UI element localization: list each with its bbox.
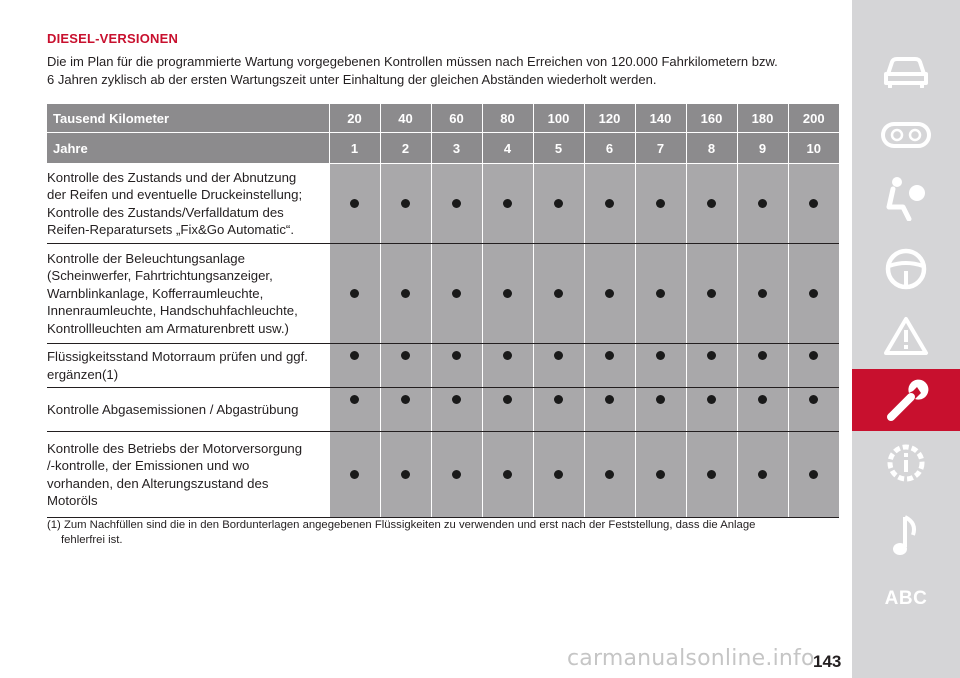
chapter-sidebar: [852, 0, 960, 678]
check-required-bullet: [554, 470, 563, 479]
wrench-icon: [883, 377, 929, 423]
check-required-bullet: [809, 470, 818, 479]
interval-cell: [329, 344, 380, 388]
page-number: 143: [813, 652, 842, 671]
years-header-row: [47, 133, 839, 164]
check-required-bullet: [758, 470, 767, 479]
check-required-bullet: [554, 289, 563, 298]
check-description-line: Kontrollleuchten am Armaturenbrett usw.): [47, 320, 289, 336]
check-description-line: Kontrolle des Betriebs der Motorversorgung: [47, 440, 303, 456]
check-required-bullet: [350, 395, 359, 404]
interval-cell: [737, 164, 788, 244]
warning-triangle-icon: [883, 316, 929, 356]
km-value: 40: [380, 104, 431, 133]
interval-cell: [635, 432, 686, 518]
check-required-bullet: [503, 351, 512, 360]
check-description-line: Motoröls: [47, 493, 98, 508]
check-required-bullet: [350, 199, 359, 208]
check-description: [47, 432, 329, 518]
check-required-bullet: [503, 470, 512, 479]
check-required-bullet: [554, 351, 563, 360]
interval-cell: [686, 164, 737, 244]
interval-cell: [635, 388, 686, 432]
abc-label: ABC: [884, 588, 928, 609]
interval-cell: [380, 344, 431, 388]
sidebar-item-maintenance[interactable]: [852, 369, 960, 431]
interval-cell: [482, 164, 533, 244]
sidebar-item-index[interactable]: [852, 568, 960, 630]
check-description-line: Warnblinkanlage, Kofferraumleuchte,: [47, 285, 264, 301]
table-row: [47, 388, 839, 432]
km-value: 140: [635, 104, 686, 133]
check-required-bullet: [707, 470, 716, 479]
check-description: [47, 388, 329, 432]
check-description-line: der Reifen und eventuelle Druckeinstellung;: [47, 187, 303, 202]
interval-cell: [737, 244, 788, 344]
interval-cell: [737, 388, 788, 432]
check-required-bullet: [656, 289, 665, 298]
interval-cell: [482, 244, 533, 344]
dashboard-gauge-icon: [881, 120, 931, 150]
check-required-bullet: [605, 470, 614, 479]
check-description-line: Reifen-Reparatursets „Fix&Go Automatic“.: [47, 222, 294, 237]
steering-wheel-icon: [884, 247, 928, 291]
check-required-bullet: [350, 351, 359, 360]
km-value: 60: [431, 104, 482, 133]
year-value: 3: [431, 133, 482, 164]
check-description-line: /-kontrolle, der Emissionen und wo: [47, 458, 250, 473]
check-required-bullet: [707, 199, 716, 208]
interval-cell: [788, 164, 839, 244]
check-description: [47, 244, 329, 344]
footnote-line-2: fehlerfrei ist.: [61, 534, 123, 546]
interval-cell: [584, 164, 635, 244]
check-description-line: Kontrolle des Zustands und der Abnutzung: [47, 169, 297, 185]
intro-text: [47, 53, 839, 91]
check-required-bullet: [503, 395, 512, 404]
interval-cell: [329, 164, 380, 244]
check-description-line: Kontrolle Abgasemissionen / Abgastrübung: [47, 401, 299, 417]
check-required-bullet: [809, 199, 818, 208]
interval-cell: [533, 432, 584, 518]
check-required-bullet: [350, 470, 359, 479]
km-value: 180: [737, 104, 788, 133]
check-required-bullet: [656, 470, 665, 479]
check-required-bullet: [656, 351, 665, 360]
check-description-line: Flüssigkeitsstand Motorraum prüfen und ggf.: [47, 349, 308, 364]
interval-cell: [329, 388, 380, 432]
interval-cell: [737, 344, 788, 388]
check-required-bullet: [707, 289, 716, 298]
km-value: 20: [329, 104, 380, 133]
year-value: 5: [533, 133, 584, 164]
airbag-seat-icon: [883, 175, 929, 221]
check-description-line: Innenraumleuchte, Handschuhfachleuchte,: [47, 303, 298, 319]
interval-cell: [533, 164, 584, 244]
check-required-bullet: [452, 395, 461, 404]
interval-cell: [380, 164, 431, 244]
sidebar-item-car[interactable]: [852, 40, 960, 102]
check-description: [47, 344, 329, 388]
interval-cell: [635, 164, 686, 244]
year-value: 7: [635, 133, 686, 164]
interval-cell: [635, 244, 686, 344]
interval-cell: [431, 432, 482, 518]
sidebar-item-technical-data[interactable]: [852, 432, 960, 494]
watermark: carmanualsonline.info: [567, 646, 815, 671]
check-required-bullet: [605, 351, 614, 360]
check-description-line: vorhanden, den Alterungszustand des: [47, 475, 269, 491]
interval-cell: [584, 344, 635, 388]
year-value: 8: [686, 133, 737, 164]
check-required-bullet: [656, 395, 665, 404]
check-required-bullet: [452, 289, 461, 298]
check-description-line: Kontrolle der Beleuchtungsanlage: [47, 250, 245, 266]
check-required-bullet: [656, 199, 665, 208]
interval-cell: [686, 432, 737, 518]
check-required-bullet: [605, 395, 614, 404]
interval-cell: [686, 388, 737, 432]
intro-line-1: Die im Plan für die programmierte Wartung vorgegebenen Kontrollen müssen nach Erreichen von 120.000 Fahrkilometern bzw.: [47, 54, 778, 69]
year-value: 1: [329, 133, 380, 164]
year-value: 4: [482, 133, 533, 164]
km-value: 120: [584, 104, 635, 133]
check-required-bullet: [809, 289, 818, 298]
interval-cell: [788, 388, 839, 432]
check-description-line: ergänzen(1): [47, 366, 119, 382]
interval-cell: [686, 344, 737, 388]
info-gear-icon: [883, 440, 929, 486]
km-value: 160: [686, 104, 737, 133]
interval-cell: [380, 432, 431, 518]
check-required-bullet: [758, 289, 767, 298]
table-row: [47, 344, 839, 388]
car-icon: [882, 54, 930, 88]
interval-cell: [737, 432, 788, 518]
footnote-line-1: (1) Zum Nachfüllen sind die in den Bordunterlagen angegebenen Flüssigkeiten zu verwenden und erst nach der Feststellung, dass die Anlage: [47, 519, 756, 531]
interval-cell: [584, 244, 635, 344]
interval-cell: [329, 244, 380, 344]
check-required-bullet: [707, 395, 716, 404]
interval-cell: [380, 244, 431, 344]
interval-cell: [482, 432, 533, 518]
check-required-bullet: [401, 470, 410, 479]
check-required-bullet: [758, 199, 767, 208]
interval-cell: [686, 244, 737, 344]
check-required-bullet: [503, 199, 512, 208]
km-value: 100: [533, 104, 584, 133]
check-required-bullet: [350, 289, 359, 298]
sidebar-item-driving[interactable]: [852, 238, 960, 300]
check-required-bullet: [401, 289, 410, 298]
sidebar-item-multimedia[interactable]: [852, 505, 960, 567]
section-heading: DIESEL-VERSIONEN: [47, 31, 179, 46]
table-body: [47, 164, 839, 518]
km-header-label: Tausend Kilometer: [47, 104, 329, 133]
table-row: [47, 164, 839, 244]
interval-cell: [584, 388, 635, 432]
check-required-bullet: [401, 199, 410, 208]
check-required-bullet: [809, 351, 818, 360]
check-description-line: (Scheinwerfer, Fahrtrichtungsanzeiger,: [47, 268, 273, 284]
years-header-label: Jahre: [47, 133, 329, 164]
page-content: [47, 30, 839, 546]
check-required-bullet: [452, 199, 461, 208]
interval-cell: [788, 344, 839, 388]
interval-cell: [788, 244, 839, 344]
interval-cell: [431, 388, 482, 432]
year-value: 2: [380, 133, 431, 164]
interval-cell: [431, 244, 482, 344]
check-required-bullet: [707, 351, 716, 360]
check-description-line: Kontrolle des Zustands/Verfalldatum des: [47, 204, 284, 220]
check-required-bullet: [401, 395, 410, 404]
intro-line-2: 6 Jahren zyklisch ab der ersten Wartungszeit unter Einhaltung der gleichen Abständen wiederholt werden.: [47, 72, 657, 87]
sidebar-item-emergency[interactable]: [852, 305, 960, 367]
check-required-bullet: [605, 199, 614, 208]
interval-cell: [482, 344, 533, 388]
check-required-bullet: [452, 351, 461, 360]
km-value: 80: [482, 104, 533, 133]
interval-cell: [533, 244, 584, 344]
check-required-bullet: [554, 395, 563, 404]
check-required-bullet: [554, 199, 563, 208]
interval-cell: [788, 432, 839, 518]
sidebar-item-safety[interactable]: [852, 167, 960, 229]
table-row: [47, 432, 839, 518]
interval-cell: [431, 164, 482, 244]
check-required-bullet: [401, 351, 410, 360]
interval-cell: [635, 344, 686, 388]
footnote: [47, 518, 839, 548]
km-header-row: [47, 104, 839, 133]
table-row: [47, 244, 839, 344]
year-value: 10: [788, 133, 839, 164]
interval-cell: [329, 432, 380, 518]
maintenance-table: [47, 104, 839, 518]
km-value: 200: [788, 104, 839, 133]
interval-cell: [482, 388, 533, 432]
year-value: 9: [737, 133, 788, 164]
check-required-bullet: [503, 289, 512, 298]
check-description: [47, 164, 329, 244]
check-required-bullet: [452, 470, 461, 479]
music-note-icon: [889, 513, 923, 559]
check-required-bullet: [809, 395, 818, 404]
check-required-bullet: [758, 395, 767, 404]
interval-cell: [584, 432, 635, 518]
check-required-bullet: [605, 289, 614, 298]
interval-cell: [533, 344, 584, 388]
interval-cell: [431, 344, 482, 388]
interval-cell: [533, 388, 584, 432]
interval-cell: [380, 388, 431, 432]
sidebar-item-dashboard[interactable]: [852, 104, 960, 166]
year-value: 6: [584, 133, 635, 164]
check-required-bullet: [758, 351, 767, 360]
